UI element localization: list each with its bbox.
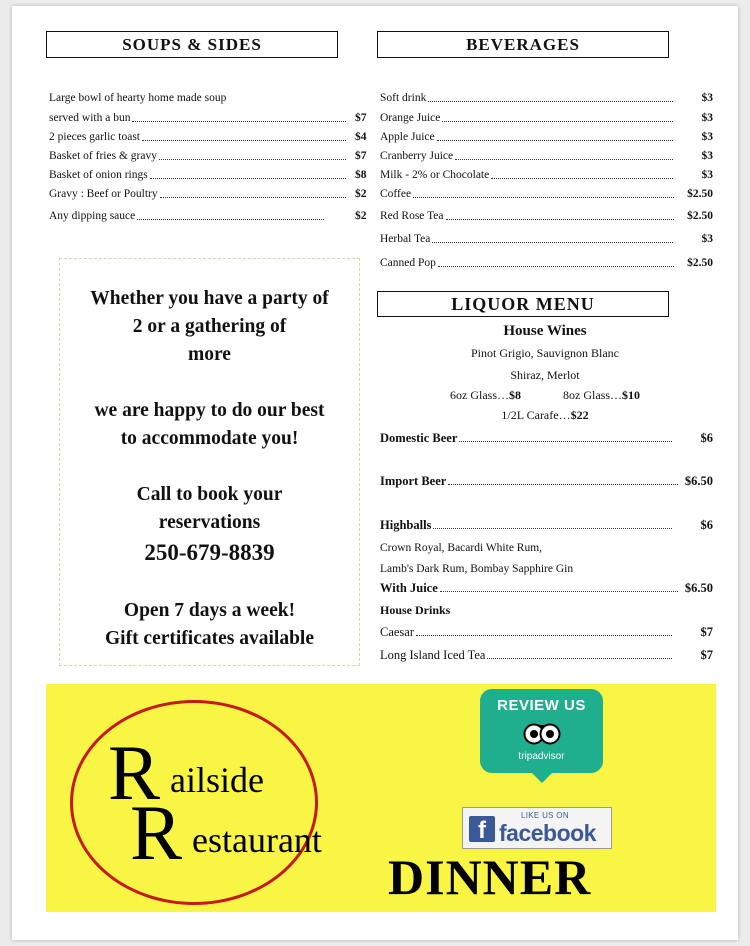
item-price: $2.50	[687, 188, 713, 200]
house-drinks-heading: House Drinks	[380, 603, 451, 617]
item-name: Canned Pop	[380, 257, 436, 269]
beverage-item	[380, 111, 713, 125]
promo-line: Call to book your	[136, 484, 283, 505]
dinner-title: DINNER	[388, 849, 592, 905]
item-price: $3	[701, 112, 713, 124]
item-price: $3	[701, 92, 713, 104]
promo-line: we are happy to do our best	[94, 400, 325, 421]
wines-list: Pinot Grigio, Sauvignon Blanc	[471, 346, 619, 360]
carafe-label: 1/2L Carafe…	[501, 408, 571, 422]
wines-list: Shiraz, Merlot	[510, 368, 580, 382]
phone-number[interactable]: 250-679-8839	[144, 540, 275, 565]
item-price: $6.50	[684, 581, 713, 595]
item-name: Any dipping sauce	[49, 210, 136, 222]
item-name: Apple Juice	[380, 131, 435, 143]
leader-dots	[448, 484, 678, 485]
leader-dots	[150, 178, 346, 179]
logo-letter: R	[130, 789, 183, 876]
item-price: $3	[701, 131, 713, 143]
leader-dots	[416, 635, 671, 636]
item-name: Gravy : Beef or Poultry	[49, 188, 158, 200]
item-name: Caesar	[380, 625, 415, 639]
promo-line: Open 7 days a week!	[123, 600, 296, 621]
item-name: Red Rose Tea	[380, 210, 444, 222]
item-name: Basket of onion rings	[49, 169, 148, 181]
logo-letter: R	[108, 729, 161, 816]
soup-item	[49, 111, 349, 125]
promo-line: reservations	[158, 512, 261, 533]
beverage-item	[380, 168, 713, 182]
item-name: Milk - 2% or Chocolate	[380, 169, 490, 181]
item-price: $7	[700, 625, 713, 639]
item-name: With Juice	[380, 581, 438, 595]
promo-line: Gift certificates available	[104, 628, 314, 649]
leader-dots	[137, 219, 324, 220]
item-name: Cranberry Juice	[380, 150, 454, 162]
domestic-beer-row	[380, 431, 713, 445]
side-item-price: $2	[355, 188, 367, 200]
tripadvisor-review-badge[interactable]	[480, 689, 603, 773]
side-item-price: $7	[355, 150, 367, 162]
glass-8oz-label: 8oz Glass…	[563, 388, 622, 402]
leader-dots	[432, 242, 672, 243]
beverage-item	[380, 91, 713, 105]
item-price: $6	[700, 431, 713, 445]
item-price: $3	[701, 233, 713, 245]
item-name: Coffee	[380, 188, 412, 200]
beverage-item	[380, 130, 713, 144]
logo-word: estaurant	[192, 820, 322, 860]
item-name: Basket of fries & gravy	[49, 150, 157, 162]
item-name: Soft drink	[380, 92, 427, 104]
side-item-price: $8	[355, 169, 367, 181]
item-name: Herbal Tea	[380, 233, 431, 245]
import-beer-row	[380, 474, 713, 488]
leader-dots	[438, 266, 674, 267]
promo-line: 2 or a gathering of	[132, 316, 287, 337]
promo-line: more	[188, 344, 231, 365]
with-juice-row	[380, 581, 713, 595]
side-item-price: $2	[355, 210, 367, 222]
beverage-item	[380, 187, 713, 201]
item-name: served with a bun	[49, 112, 131, 124]
long-island-row	[380, 648, 713, 662]
leader-dots	[132, 121, 346, 122]
side-item	[49, 130, 349, 144]
like-us-on-label: LIKE US ON	[521, 811, 569, 820]
leader-dots	[491, 178, 672, 179]
item-price: $6	[700, 518, 713, 532]
leader-dots	[446, 219, 675, 220]
side-item	[49, 168, 349, 182]
promo-line: to accommodate you!	[120, 428, 299, 449]
item-name: Highballs	[380, 518, 432, 532]
tripadvisor-badge-pointer	[530, 771, 554, 783]
facebook-like-badge[interactable]	[462, 807, 612, 849]
item-price: $7	[700, 648, 713, 662]
wine-glass-prices	[380, 388, 710, 403]
item-price: $2.50	[687, 210, 713, 222]
liquor-menu-heading: LIQUOR MENU	[377, 291, 669, 317]
highballs-list: Crown Royal, Bacardi White Rum,	[380, 542, 543, 554]
reservations-promo	[59, 258, 360, 666]
soup-item-price: $7	[355, 112, 367, 124]
item-name: 2 pieces garlic toast	[49, 131, 141, 143]
leader-dots	[442, 121, 672, 122]
leader-dots	[428, 101, 672, 102]
item-name: Import Beer	[380, 474, 447, 488]
item-price: $3	[701, 169, 713, 181]
item-name: Domestic Beer	[380, 431, 458, 445]
side-item-price: $4	[355, 131, 367, 143]
soups-sides-heading: SOUPS & SIDES	[46, 31, 338, 58]
item-name: Long Island Iced Tea	[380, 648, 486, 662]
leader-dots	[142, 140, 346, 141]
review-us-label: REVIEW US	[497, 697, 586, 714]
beverage-item	[380, 232, 713, 246]
item-price: $6.50	[684, 474, 713, 488]
side-item	[49, 187, 349, 201]
soup-description: Large bowl of hearty home made soup	[49, 92, 227, 104]
logo-word: ailside	[170, 760, 264, 800]
side-item	[49, 149, 349, 163]
promo-line: Whether you have a party of	[90, 288, 329, 309]
wine-carafe-price	[380, 408, 710, 423]
leader-dots	[433, 528, 671, 529]
leader-dots	[413, 197, 674, 198]
glass-8oz-price: $10	[622, 388, 640, 402]
beverage-item	[380, 209, 713, 223]
highballs-row	[380, 518, 713, 532]
leader-dots	[459, 441, 671, 442]
tripadvisor-owl-icon	[523, 723, 561, 745]
glass-6oz-price: $8	[509, 388, 521, 402]
facebook-label: facebook	[499, 820, 596, 846]
carafe-price: $22	[570, 408, 589, 422]
leader-dots	[437, 140, 673, 141]
glass-6oz-label: 6oz Glass…	[450, 388, 509, 402]
house-wines-heading: House Wines	[503, 323, 587, 339]
highballs-list: Lamb's Dark Rum, Bombay Sapphire Gin	[380, 563, 574, 575]
leader-dots	[487, 658, 671, 659]
item-price: $3	[701, 150, 713, 162]
leader-dots	[159, 159, 346, 160]
facebook-f-icon: f	[469, 816, 495, 842]
leader-dots	[455, 159, 672, 160]
item-name: Orange Juice	[380, 112, 441, 124]
beverage-item	[380, 149, 713, 163]
side-item	[49, 209, 327, 223]
leader-dots	[440, 591, 678, 592]
leader-dots	[160, 197, 346, 198]
beverages-heading: BEVERAGES	[377, 31, 669, 58]
beverage-item	[380, 256, 713, 270]
caesar-row	[380, 625, 713, 639]
item-price: $2.50	[687, 257, 713, 269]
tripadvisor-label: tripadvisor	[518, 751, 565, 762]
